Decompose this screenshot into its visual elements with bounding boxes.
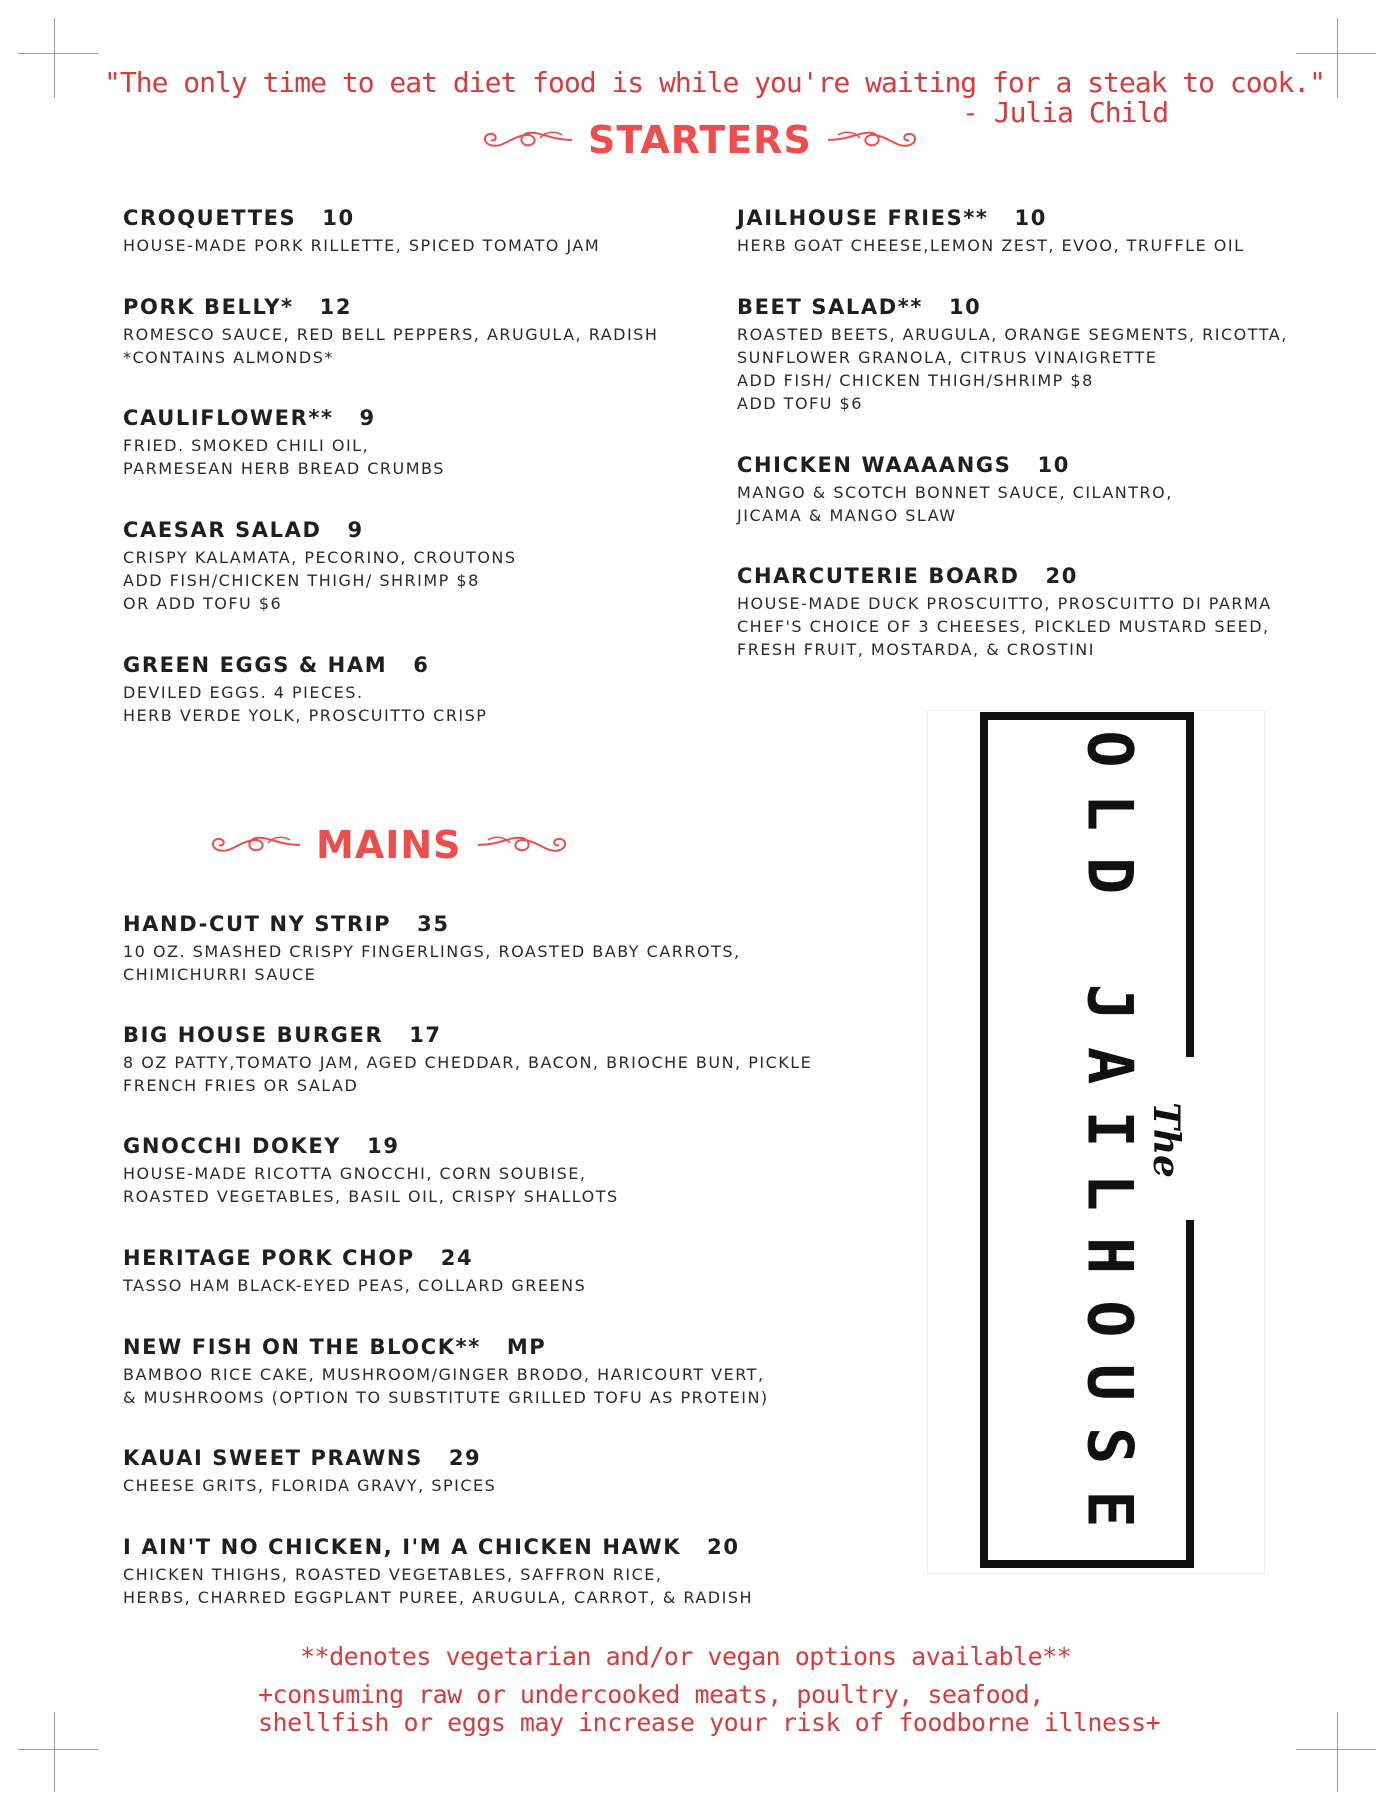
item-price: 17 bbox=[409, 1023, 442, 1047]
item-title bbox=[123, 1445, 496, 1471]
item-desc bbox=[123, 1363, 769, 1409]
desc-line: 10 OZ. SMASHED CRISPY FINGERLINGS, ROASTED BABY CARROTS, bbox=[123, 942, 741, 961]
desc-line: OR ADD TOFU $6 bbox=[123, 594, 283, 613]
menu-item bbox=[737, 452, 1173, 527]
item-title bbox=[123, 1534, 753, 1560]
desc-line: CRISPY KALAMATA, PECORINO, CROUTONS bbox=[123, 548, 517, 567]
left-flourish-icon bbox=[480, 125, 574, 155]
desc-line: ADD FISH/ CHICKEN THIGH/SHRIMP $8 bbox=[737, 371, 1094, 390]
menu-item bbox=[123, 294, 658, 369]
item-name: CAESAR SALAD bbox=[123, 518, 322, 542]
item-desc bbox=[123, 681, 487, 727]
menu-item bbox=[737, 563, 1272, 661]
item-price: 6 bbox=[413, 653, 430, 677]
crop-mark-top-left-v bbox=[54, 18, 55, 98]
desc-line: FRIED. SMOKED CHILI OIL, bbox=[123, 436, 370, 455]
item-price: 29 bbox=[448, 1446, 482, 1470]
starters-title: STARTERS bbox=[588, 118, 812, 162]
desc-line: CHEF'S CHOICE OF 3 CHEESES, PICKLED MUSTARD SEED, bbox=[737, 617, 1270, 636]
menu-item bbox=[123, 1022, 812, 1097]
menu-item bbox=[737, 205, 1245, 257]
crop-mark-top-left-h bbox=[18, 53, 98, 54]
starters-heading bbox=[480, 118, 920, 162]
right-flourish-icon bbox=[826, 125, 920, 155]
item-title bbox=[737, 205, 1245, 231]
menu-item bbox=[737, 294, 1288, 415]
desc-line: HERBS, CHARRED EGGPLANT PUREE, ARUGULA, CARROT, & RADISH bbox=[123, 1588, 754, 1607]
item-name: BIG HOUSE BURGER bbox=[123, 1023, 384, 1047]
desc-line: HOUSE-MADE DUCK PROSCUITTO, PROSCUITTO DI PARMA bbox=[737, 594, 1272, 613]
item-desc bbox=[123, 1474, 496, 1497]
menu-item bbox=[123, 1445, 496, 1497]
desc-line: BAMBOO RICE CAKE, MUSHROOM/GINGER BRODO, HARICOURT VERT, bbox=[123, 1365, 765, 1384]
item-desc bbox=[123, 546, 517, 615]
item-name: CHARCUTERIE BOARD bbox=[737, 564, 1020, 588]
desc-line: CHIMICHURRI SAUCE bbox=[123, 965, 317, 984]
item-title bbox=[123, 1334, 769, 1360]
item-name: NEW FISH ON THE BLOCK** bbox=[123, 1335, 481, 1359]
logo-the: The bbox=[1145, 1102, 1187, 1178]
menu-item bbox=[123, 911, 741, 986]
item-title bbox=[123, 1022, 812, 1048]
menu-item bbox=[123, 517, 517, 615]
item-name: JAILHOUSE FRIES** bbox=[737, 206, 989, 230]
crop-mark-bottom-right-h bbox=[1296, 1749, 1376, 1750]
item-desc bbox=[123, 434, 445, 480]
item-name: PORK BELLY* bbox=[123, 295, 294, 319]
desc-line: TASSO HAM BLACK-EYED PEAS, COLLARD GREENS bbox=[123, 1276, 587, 1295]
logo-name: OLD JAILHOUSE bbox=[1073, 730, 1147, 1554]
desc-line: HOUSE-MADE RICOTTA GNOCCHI, CORN SOUBISE, bbox=[123, 1164, 587, 1183]
item-price: 12 bbox=[319, 295, 353, 319]
right-flourish-icon bbox=[476, 830, 570, 860]
desc-line: SUNFLOWER GRANOLA, CITRUS VINAIGRETTE bbox=[737, 348, 1158, 367]
item-title bbox=[123, 1133, 619, 1159]
desc-line: ROMESCO SAUCE, RED BELL PEPPERS, ARUGULA, RADISH bbox=[123, 325, 659, 344]
menu-item bbox=[123, 405, 445, 480]
item-price: 10 bbox=[948, 295, 982, 319]
item-price: 10 bbox=[1014, 206, 1047, 230]
desc-line: *CONTAINS ALMONDS* bbox=[123, 348, 334, 367]
desc-line: HOUSE-MADE PORK RILLETTE, SPICED TOMATO JAM bbox=[123, 236, 601, 255]
item-desc bbox=[123, 1162, 619, 1208]
quote-text: "The only time to eat diet food is while you're waiting for a steak to cook." bbox=[104, 66, 1326, 99]
desc-line: CHEESE GRITS, FLORIDA GRAVY, SPICES bbox=[123, 1476, 497, 1495]
item-price: 9 bbox=[359, 406, 376, 430]
desc-line: ROASTED VEGETABLES, BASIL OIL, CRISPY SHALLOTS bbox=[123, 1187, 619, 1206]
mains-title: MAINS bbox=[316, 823, 462, 867]
item-desc bbox=[123, 234, 600, 257]
desc-line: ADD TOFU $6 bbox=[737, 394, 863, 413]
item-name: HAND-CUT NY STRIP bbox=[123, 912, 392, 936]
item-title bbox=[737, 294, 1288, 320]
item-price: 20 bbox=[707, 1535, 740, 1559]
desc-line: FRENCH FRIES OR SALAD bbox=[123, 1076, 359, 1095]
item-title bbox=[123, 294, 658, 320]
footer-warning-line1: +consuming raw or undercooked meats, poultry, seafood, bbox=[258, 1680, 1044, 1709]
menu-item bbox=[123, 1245, 586, 1297]
desc-line: ROASTED BEETS, ARUGULA, ORANGE SEGMENTS, RICOTTA, bbox=[737, 325, 1288, 344]
desc-line: CHICKEN THIGHS, ROASTED VEGETABLES, SAFFRON RICE, bbox=[123, 1565, 663, 1584]
menu-item bbox=[123, 205, 600, 257]
crop-mark-top-right-h bbox=[1296, 53, 1376, 54]
item-desc bbox=[123, 1274, 586, 1297]
item-name: KAUAI SWEET PRAWNS bbox=[123, 1446, 423, 1470]
item-desc bbox=[123, 940, 741, 986]
item-title bbox=[123, 517, 517, 543]
crop-mark-top-right-v bbox=[1337, 18, 1338, 98]
crop-mark-bottom-left-h bbox=[18, 1749, 98, 1750]
item-name: GREEN EGGS & HAM bbox=[123, 653, 388, 677]
item-price: 10 bbox=[322, 206, 355, 230]
item-title bbox=[123, 1245, 586, 1271]
desc-line: & MUSHROOMS (OPTION TO SUBSTITUTE GRILLED TOFU AS PROTEIN) bbox=[123, 1388, 769, 1407]
footer-note-vegetarian: **denotes vegetarian and/or vegan options available** bbox=[300, 1642, 1072, 1671]
item-price: 20 bbox=[1045, 564, 1078, 588]
item-price: 9 bbox=[347, 518, 364, 542]
item-title bbox=[123, 911, 741, 937]
desc-line: JICAMA & MANGO SLAW bbox=[737, 506, 957, 525]
item-name: CHICKEN WAAAANGS bbox=[737, 453, 1012, 477]
item-desc bbox=[737, 592, 1272, 661]
item-price: 19 bbox=[367, 1134, 400, 1158]
item-price: MP bbox=[506, 1335, 547, 1359]
desc-line: FRESH FRUIT, MOSTARDA, & CROSTINI bbox=[737, 640, 1095, 659]
item-desc bbox=[123, 323, 658, 369]
desc-line: HERB GOAT CHEESE,LEMON ZEST, EVOO, TRUFFLE OIL bbox=[737, 236, 1245, 255]
crop-mark-bottom-left-v bbox=[54, 1712, 55, 1792]
item-desc bbox=[737, 481, 1173, 527]
item-name: HERITAGE PORK CHOP bbox=[123, 1246, 415, 1270]
item-name: CROQUETTES bbox=[123, 206, 297, 230]
item-price: 24 bbox=[440, 1246, 474, 1270]
desc-line: 8 OZ PATTY,TOMATO JAM, AGED CHEDDAR, BACON, BRIOCHE BUN, PICKLE bbox=[123, 1053, 813, 1072]
item-title bbox=[123, 205, 600, 231]
menu-item bbox=[123, 1334, 769, 1409]
item-title bbox=[123, 652, 487, 678]
menu-item bbox=[123, 1133, 619, 1208]
item-title bbox=[737, 563, 1272, 589]
desc-line: ADD FISH/CHICKEN THIGH/ SHRIMP $8 bbox=[123, 571, 480, 590]
item-desc bbox=[737, 234, 1245, 257]
item-price: 10 bbox=[1037, 453, 1070, 477]
item-price: 35 bbox=[417, 912, 450, 936]
mains-heading bbox=[208, 823, 570, 867]
quote-attribution: - Julia Child bbox=[962, 96, 1169, 129]
desc-line: DEVILED EGGS. 4 PIECES. bbox=[123, 683, 364, 702]
footer-warning-line2: shellfish or eggs may increase your risk of foodborne illness+ bbox=[258, 1708, 1161, 1737]
item-name: BEET SALAD** bbox=[737, 295, 923, 319]
item-desc bbox=[123, 1051, 812, 1097]
menu-item bbox=[123, 1534, 753, 1609]
left-flourish-icon bbox=[208, 830, 302, 860]
desc-line: PARMESEAN HERB BREAD CRUMBS bbox=[123, 459, 445, 478]
menu-item bbox=[123, 652, 487, 727]
desc-line: MANGO & SCOTCH BONNET SAUCE, CILANTRO, bbox=[737, 483, 1173, 502]
item-desc bbox=[737, 323, 1288, 415]
item-desc bbox=[123, 1563, 753, 1609]
item-name: CAULIFLOWER** bbox=[123, 406, 334, 430]
desc-line: HERB VERDE YOLK, PROSCUITTO CRISP bbox=[123, 706, 488, 725]
item-title bbox=[123, 405, 445, 431]
item-name: GNOCCHI DOKEY bbox=[123, 1134, 342, 1158]
item-title bbox=[737, 452, 1173, 478]
item-name: I AIN'T NO CHICKEN, I'M A CHICKEN HAWK bbox=[123, 1535, 682, 1559]
